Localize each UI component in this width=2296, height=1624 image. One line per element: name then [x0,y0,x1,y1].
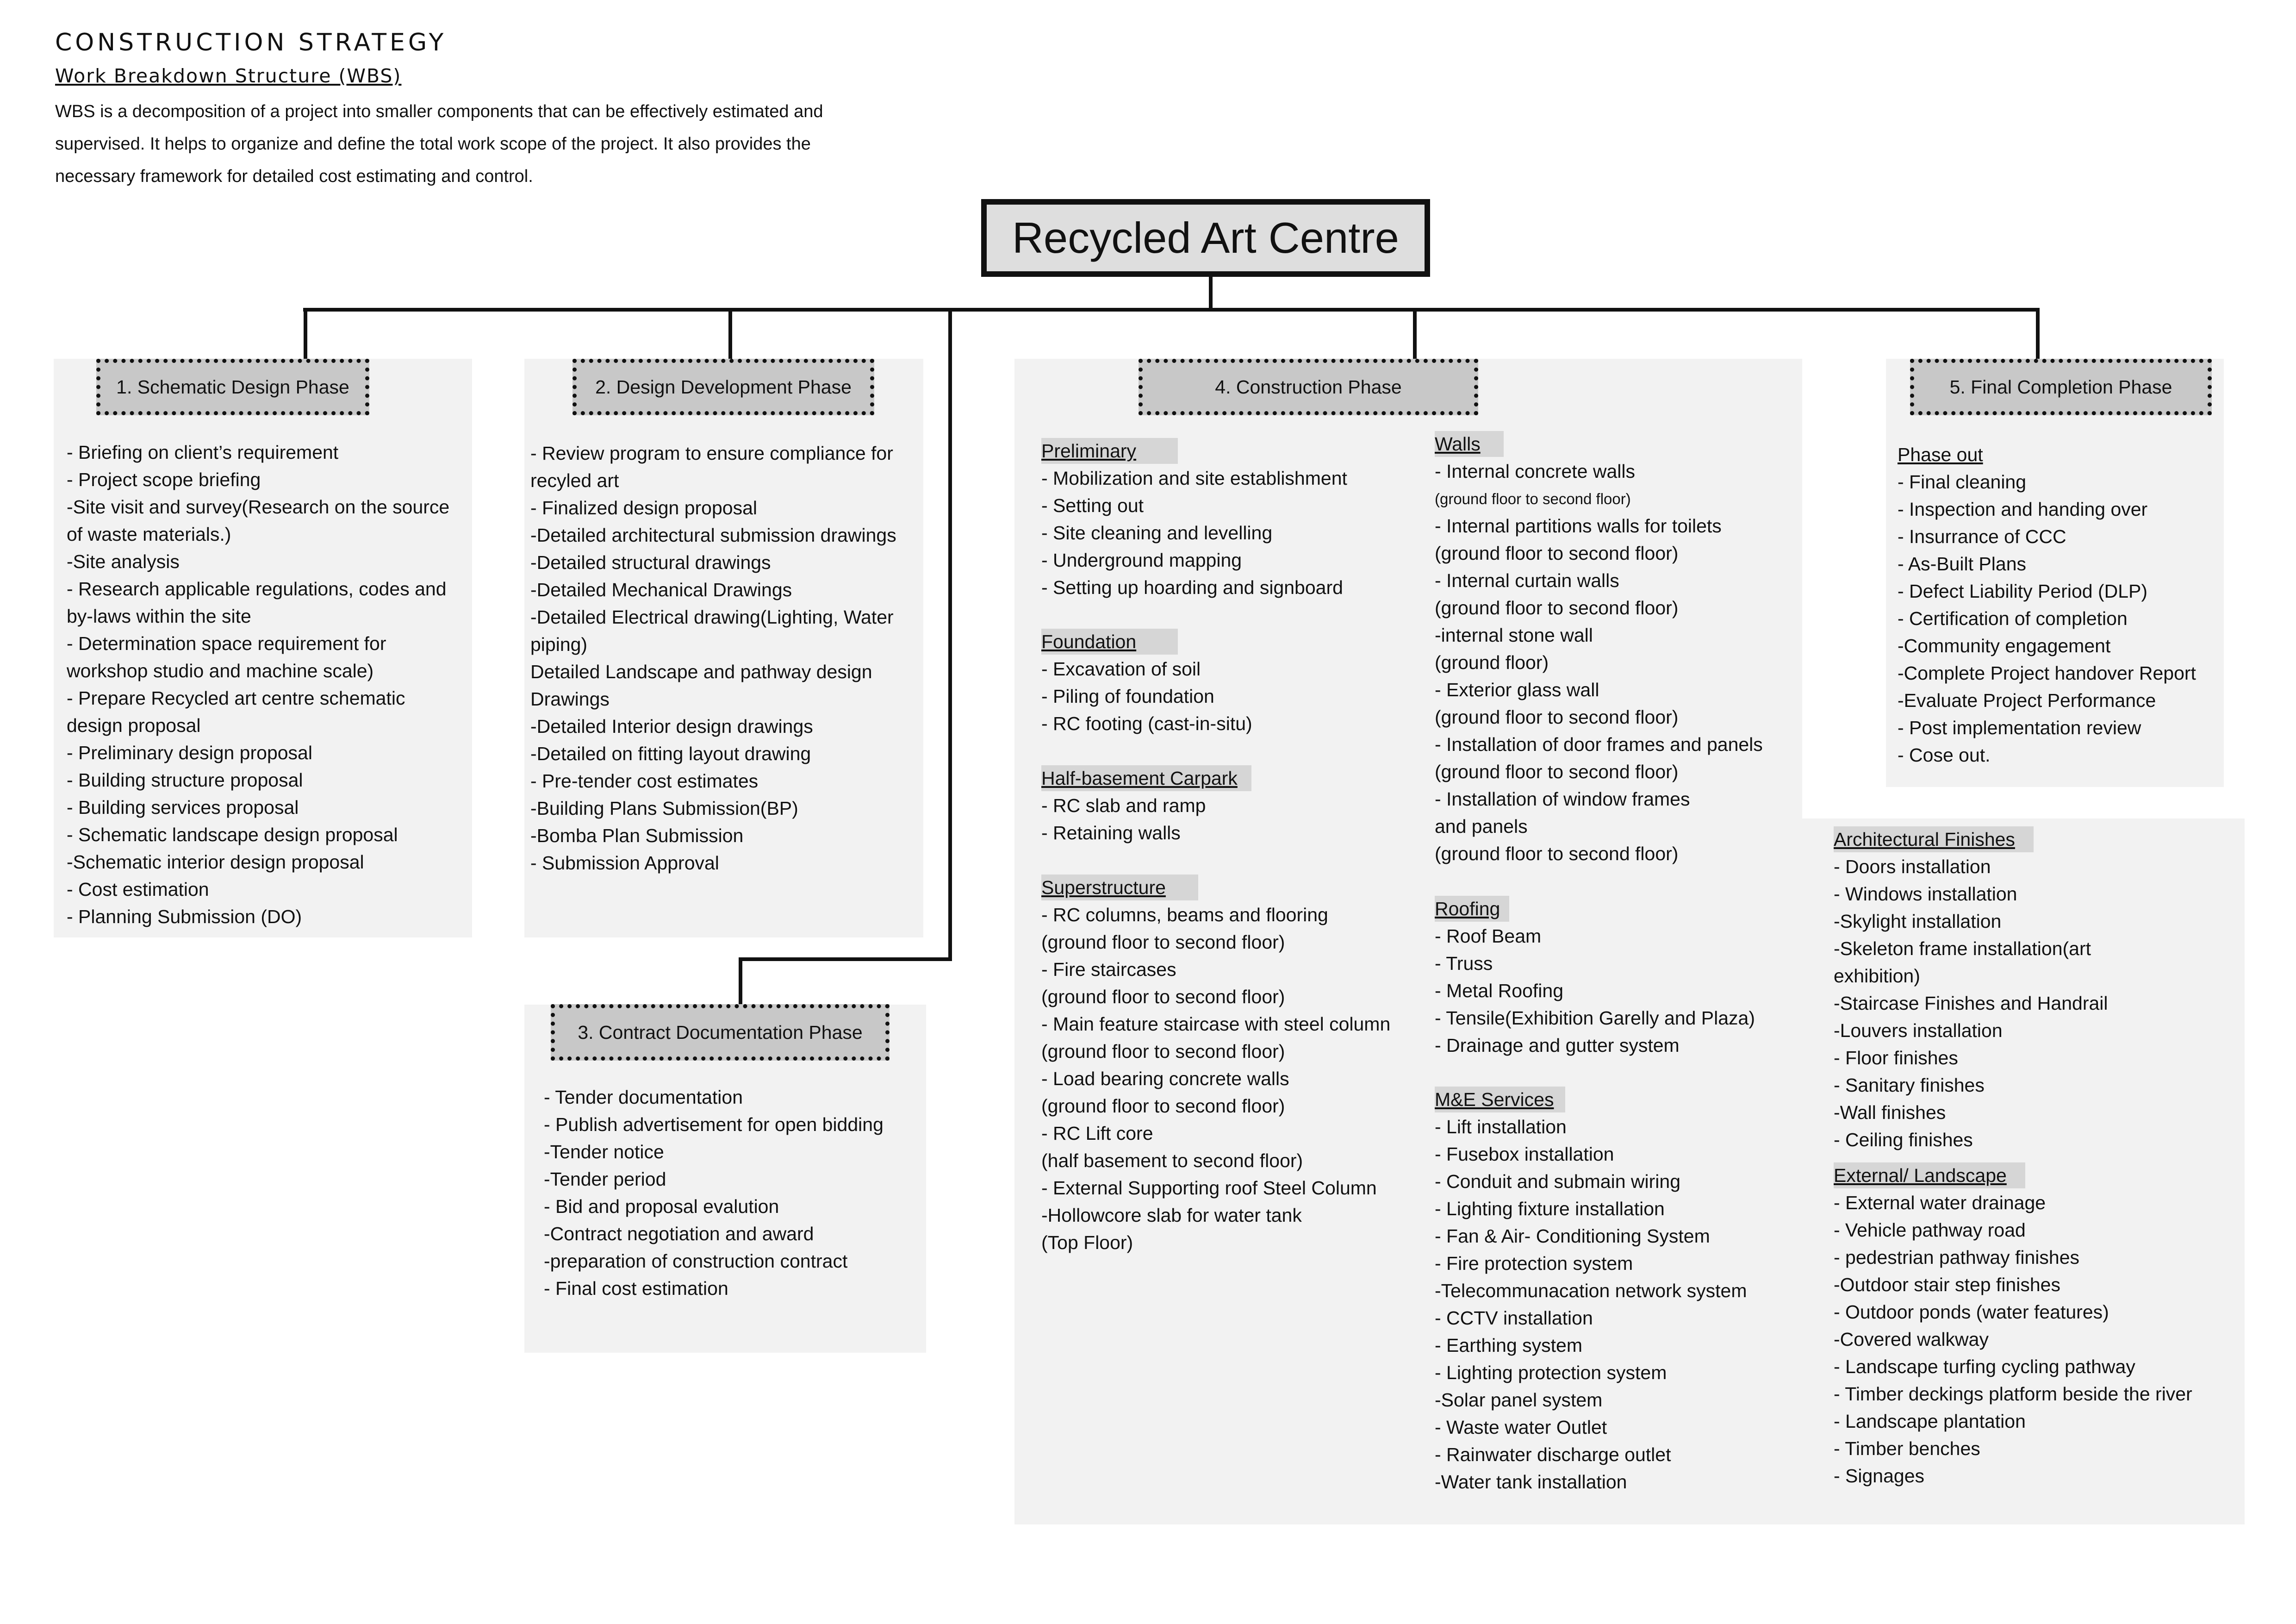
task-item: -Staircase Finishes and Handrail [1834,993,2108,1014]
task-item: - Internal concrete walls [1435,461,1635,482]
task-item: (ground floor to second floor) [1041,1095,1285,1117]
task-item: of waste materials.) [67,524,231,545]
section-title-preliminary: Preliminary [1041,438,1178,464]
page-title: CONSTRUCTION STRATEGY [55,29,447,56]
phase-4-header: 4. Construction Phase [1139,359,1478,415]
task-item: -Hollowcore slab for water tank [1041,1205,1302,1226]
construction-carpark-section [1041,765,1430,847]
task-item: -Community engagement [1898,635,2111,656]
task-item: - External Supporting roof Steel Column [1041,1177,1377,1199]
task-item: - Cose out. [1898,744,1991,766]
task-item: - Building services proposal [67,797,299,818]
phase-1-task-list [67,439,469,931]
task-item: -Telecommunacation network system [1435,1280,1747,1301]
task-item: - Truss [1435,953,1493,974]
task-item: - Defect Liability Period (DLP) [1898,581,2148,602]
task-item: - Planning Submission (DO) [67,906,302,927]
task-item: (Top Floor) [1041,1232,1133,1253]
task-item: (ground floor to second floor) [1041,1041,1285,1062]
section-title-phase-out: Phase out [1898,444,1983,465]
task-item: and panels [1435,816,1528,837]
task-item: - Schematic landscape design proposal [67,824,398,845]
task-item: - Review program to ensure compliance for [530,443,893,464]
task-item: - Vehicle pathway road [1834,1219,2026,1241]
task-item: -Site analysis [67,551,180,572]
task-item: (ground floor) [1435,652,1549,673]
task-item: - Rainwater discharge outlet [1435,1444,1671,1465]
task-item: - Briefing on client’s requirement [67,442,339,463]
task-item: recyled art [530,470,619,491]
construction-superstructure-section [1041,874,1439,1256]
task-item: - Timber benches [1834,1438,1980,1459]
task-item: - Sanitary finishes [1834,1074,1985,1096]
task-item: - Installation of door frames and panels [1435,734,1763,755]
task-item: - Floor finishes [1834,1047,1958,1068]
task-item: -Detailed Electrical drawing(Lighting, Water [530,606,894,628]
task-item: - Main feature staircase with steel column [1041,1013,1391,1035]
task-item: -preparation of construction contract [544,1250,848,1272]
phase-3-header: 3. Contract Documentation Phase [551,1004,890,1061]
task-item: - Post implementation review [1898,717,2141,738]
section-title-walls: Walls [1435,431,1504,457]
intro-paragraph [55,95,981,193]
intro-line: necessary framework for detailed cost estimating and control. [55,167,533,186]
task-item: -Tender period [544,1168,666,1190]
phase-1-header: 1. Schematic Design Phase [96,359,369,415]
task-item: - Determination space requirement for [67,633,386,654]
task-item: - Cost estimation [67,879,209,900]
section-title-superstructure: Superstructure [1041,874,1198,900]
connector-horizontal-bus [303,308,2040,312]
section-title-carpark: Half-basement Carpark [1041,765,1251,791]
task-item: (ground floor to second floor) [1435,843,1679,864]
task-item: - Ceiling finishes [1834,1129,1973,1150]
task-item: - Landscape turfing cycling pathway [1834,1356,2135,1377]
task-item: -Contract negotiation and award [544,1223,814,1244]
phase-5-header: 5. Final Completion Phase [1910,359,2212,415]
task-item: - Setting up hoarding and signboard [1041,577,1343,598]
task-item: -Detailed architectural submission drawings [530,525,896,546]
task-item: -Covered walkway [1834,1329,1989,1350]
task-item: -Detailed Mechanical Drawings [530,579,792,600]
task-item: - Building structure proposal [67,769,303,791]
task-item: - Research applicable regulations, codes and [67,578,447,600]
section-title-arch-finishes: Architectural Finishes [1834,826,2034,852]
connector-phase-3-vertical [948,308,952,961]
construction-foundation-section [1041,628,1430,737]
task-item: - Pre-tender cost estimates [530,770,759,792]
task-item: - Fan & Air- Conditioning System [1435,1225,1710,1247]
task-item: - Earthing system [1435,1335,1582,1356]
task-item: - Signages [1834,1465,1925,1487]
task-item: - Timber deckings platform beside the river [1834,1383,2192,1405]
task-item: - Submission Approval [530,852,719,874]
task-item: -Louvers installation [1834,1020,2003,1041]
task-item: - Lighting fixture installation [1435,1198,1665,1219]
task-item: -Outdoor stair step finishes [1834,1274,2060,1295]
connector-phase-2 [728,308,732,363]
task-item: - Doors installation [1834,856,1991,877]
task-item: (ground floor to second floor) [1435,597,1679,618]
task-item: -Complete Project handover Report [1898,662,2196,684]
task-item: (half basement to second floor) [1041,1150,1303,1171]
construction-external-landscape-section [1834,1162,2241,1490]
task-item: - Tender documentation [544,1087,743,1108]
construction-preliminary-section [1041,437,1430,601]
task-item: - Lighting protection system [1435,1362,1667,1383]
section-title-external-landscape: External/ Landscape [1834,1162,2025,1188]
task-item: workshop studio and machine scale) [67,660,374,681]
root-node: Recycled Art Centre [981,199,1430,277]
task-item: - Retaining walls [1041,822,1181,843]
task-item: design proposal [67,715,201,736]
connector-phase-3-horizontal [739,957,952,961]
task-item: Drawings [530,688,610,710]
task-item: - Setting out [1041,495,1144,516]
task-item: - Final cost estimation [544,1278,728,1299]
task-item: -Evaluate Project Performance [1898,690,2156,711]
task-item: - Piling of foundation [1041,686,1214,707]
task-item: - Installation of window frames [1435,788,1690,810]
task-item: - Internal curtain walls [1435,570,1619,591]
task-item: - Waste water Outlet [1435,1417,1607,1438]
task-item: - As-Built Plans [1898,553,2026,575]
task-item: exhibition) [1834,965,1920,987]
task-item: - Exterior glass wall [1435,679,1599,700]
construction-arch-finishes-section [1834,826,2236,1154]
task-item: -Site visit and survey(Research on the source [67,496,450,518]
task-item: - External water drainage [1834,1192,2046,1213]
task-item: (ground floor to second floor) [1435,490,1631,507]
task-item: -Skeleton frame installation(art [1834,938,2091,959]
connector-root-stem [1209,277,1213,312]
task-item: -Detailed Interior design drawings [530,716,813,737]
task-item: - Preliminary design proposal [67,742,312,763]
task-item: - Fire staircases [1041,959,1176,980]
task-item: Detailed Landscape and pathway design [530,661,872,682]
task-item: - Metal Roofing [1435,980,1564,1001]
section-title-foundation: Foundation [1041,629,1178,655]
task-item: -Detailed on fitting layout drawing [530,743,811,764]
section-title-me-services: M&E Services [1435,1087,1565,1112]
task-item: by-laws within the site [67,606,251,627]
task-item: -Wall finishes [1834,1102,1946,1123]
task-item: - Landscape plantation [1834,1411,2026,1432]
task-item: (ground floor to second floor) [1435,706,1679,728]
task-item: - Outdoor ponds (water features) [1834,1301,2109,1323]
intro-line: WBS is a decomposition of a project into smaller components that can be effectively estimated and [55,102,823,121]
task-item: - Insurrance of CCC [1898,526,2066,547]
task-item: (ground floor to second floor) [1435,761,1679,782]
task-item: piping) [530,634,588,655]
phase-3-task-list [544,1084,923,1302]
task-item: (ground floor to second floor) [1435,543,1679,564]
connector-phase-1 [304,308,307,363]
task-item: (ground floor to second floor) [1041,986,1285,1007]
task-item: -Solar panel system [1435,1389,1603,1411]
task-item: - Drainage and gutter system [1435,1035,1680,1056]
connector-phase-4 [1413,308,1417,363]
task-item: - Finalized design proposal [530,497,757,518]
task-item: -Tender notice [544,1141,664,1162]
task-item: - RC columns, beams and flooring [1041,904,1328,925]
task-item: - RC Lift core [1041,1123,1153,1144]
task-item: - Fire protection system [1435,1253,1633,1274]
task-item: -Bomba Plan Submission [530,825,744,846]
task-item: -Detailed structural drawings [530,552,771,573]
task-item: - Project scope briefing [67,469,261,490]
section-title-roofing: Roofing [1435,896,1509,922]
construction-me-services-section [1435,1086,1805,1496]
task-item: - Conduit and submain wiring [1435,1171,1680,1192]
task-item: - Final cleaning [1898,471,2027,493]
task-item: - Roof Beam [1435,925,1542,947]
task-item: - Excavation of soil [1041,658,1201,680]
task-item: - Tensile(Exhibition Garelly and Plaza) [1435,1007,1755,1029]
task-item: -Water tank installation [1435,1471,1627,1493]
phase-5-task-list [1898,441,2221,769]
task-item: - CCTV installation [1435,1307,1593,1329]
task-item: - Load bearing concrete walls [1041,1068,1289,1089]
page-subtitle: Work Breakdown Structure (WBS) [55,65,402,87]
task-item: -Building Plans Submission(BP) [530,798,798,819]
task-item: - Fusebox installation [1435,1143,1614,1165]
task-item: - Mobilization and site establishment [1041,468,1347,489]
task-item: -internal stone wall [1435,625,1593,646]
task-item: - Publish advertisement for open bidding [544,1114,884,1135]
task-item: - Lift installation [1435,1116,1567,1137]
task-item: -Schematic interior design proposal [67,851,364,873]
connector-phase-5 [2036,308,2040,363]
task-item: - Internal partitions walls for toilets [1435,515,1722,537]
task-item: - pedestrian pathway finishes [1834,1247,2080,1268]
task-item: - Certification of completion [1898,608,2128,629]
task-item: - Prepare Recycled art centre schematic [67,687,405,709]
task-item: - Windows installation [1834,883,2017,905]
task-item: - Inspection and handing over [1898,499,2148,520]
task-item: - Bid and proposal evalution [544,1196,779,1217]
task-item: (ground floor to second floor) [1041,931,1285,953]
task-item: -Skylight installation [1834,911,2002,932]
task-item: - Site cleaning and levelling [1041,522,1273,543]
task-item: - RC slab and ramp [1041,795,1206,816]
task-item: - RC footing (cast-in-situ) [1041,713,1252,734]
phase-2-header: 2. Design Development Phase [572,359,874,415]
construction-walls-section [1435,431,1805,868]
construction-roofing-section [1435,895,1805,1059]
task-item: - Underground mapping [1041,550,1242,571]
phase-2-task-list [530,440,919,877]
connector-phase-3-drop [739,957,742,1008]
intro-line: supervised. It helps to organize and define the total work scope of the project. It also provides the [55,134,811,154]
